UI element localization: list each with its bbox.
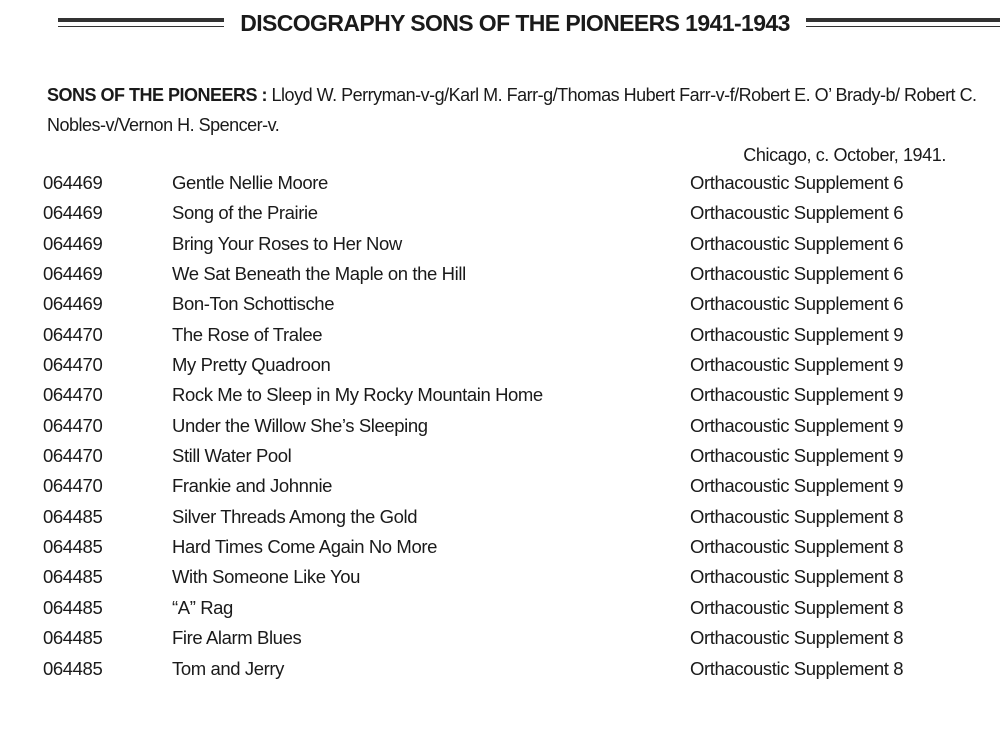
issue-label: Orthacoustic Supplement 6 <box>690 172 904 193</box>
song-title: Tom and Jerry <box>172 657 285 679</box>
personnel-members: Lloyd W. Perryman-v-g/Karl M. Farr-g/Thomas Hubert Farr-v-f/Robert E. O’ Brady-b/ Robert C. Nobles-v/Vernon H. Spencer-v. <box>47 85 977 135</box>
matrix-number: 064470 <box>43 445 103 467</box>
song-title: Frankie and Johnnie <box>172 475 333 497</box>
matrix-number: 064469 <box>43 202 103 224</box>
matrix-number: 064469 <box>43 172 103 193</box>
personnel-paragraph <box>47 80 977 140</box>
song-title: My Pretty Quadroon <box>172 354 331 376</box>
track-row <box>0 502 1000 532</box>
track-row <box>0 320 1000 350</box>
matrix-number: 064469 <box>43 232 103 254</box>
song-title: Under the Willow She’s Sleeping <box>172 414 428 436</box>
issue-label: Orthacoustic Supplement 6 <box>690 202 904 224</box>
track-row <box>0 623 1000 653</box>
group-separator: : <box>257 85 272 105</box>
song-title: Rock Me to Sleep in My Rocky Mountain Home <box>172 384 543 406</box>
matrix-number: 064485 <box>43 505 103 527</box>
issue-label: Orthacoustic Supplement 8 <box>690 627 904 649</box>
issue-label: Orthacoustic Supplement 9 <box>690 414 904 436</box>
matrix-number: 064485 <box>43 657 103 679</box>
track-row <box>0 380 1000 410</box>
header-rule-left <box>58 18 224 22</box>
track-row <box>0 441 1000 471</box>
song-title: Still Water Pool <box>172 445 292 467</box>
issue-label: Orthacoustic Supplement 9 <box>690 445 904 467</box>
matrix-number: 064470 <box>43 384 103 406</box>
track-row <box>0 198 1000 228</box>
matrix-number: 064470 <box>43 323 103 345</box>
track-row <box>0 593 1000 623</box>
issue-label: Orthacoustic Supplement 9 <box>690 354 904 376</box>
song-title: Bring Your Roses to Her Now <box>172 232 402 254</box>
song-title: Silver Threads Among the Gold <box>172 505 418 527</box>
matrix-number: 064485 <box>43 627 103 649</box>
issue-label: Orthacoustic Supplement 6 <box>690 293 904 315</box>
matrix-number: 064485 <box>43 536 103 558</box>
track-row <box>0 532 1000 562</box>
issue-label: Orthacoustic Supplement 8 <box>690 657 904 679</box>
issue-label: Orthacoustic Supplement 8 <box>690 566 904 588</box>
issue-label: Orthacoustic Supplement 8 <box>690 596 904 618</box>
issue-label: Orthacoustic Supplement 6 <box>690 263 904 285</box>
track-list <box>0 168 1000 684</box>
track-row <box>0 229 1000 259</box>
issue-label: Orthacoustic Supplement 9 <box>690 384 904 406</box>
matrix-number: 064469 <box>43 293 103 315</box>
matrix-number: 064470 <box>43 475 103 497</box>
page-title: DISCOGRAPHY SONS OF THE PIONEERS 1941-1943 <box>240 10 790 36</box>
track-row <box>0 350 1000 380</box>
song-title: Bon-Ton Schottische <box>172 293 335 315</box>
track-row <box>0 411 1000 441</box>
song-title: Fire Alarm Blues <box>172 627 302 649</box>
page-header <box>0 0 1000 50</box>
group-name: SONS OF THE PIONEERS <box>47 85 258 105</box>
issue-label: Orthacoustic Supplement 6 <box>690 232 904 254</box>
song-title: Gentle Nellie Moore <box>172 172 328 193</box>
matrix-number: 064470 <box>43 414 103 436</box>
song-title: Hard Times Come Again No More <box>172 536 437 558</box>
issue-label: Orthacoustic Supplement 9 <box>690 475 904 497</box>
song-title: “A” Rag <box>172 596 233 618</box>
matrix-number: 064485 <box>43 596 103 618</box>
matrix-number: 064485 <box>43 566 103 588</box>
track-row <box>0 654 1000 684</box>
header-rule-right <box>806 18 1000 22</box>
issue-label: Orthacoustic Supplement 8 <box>690 505 904 527</box>
song-title: We Sat Beneath the Maple on the Hill <box>172 263 466 285</box>
issue-label: Orthacoustic Supplement 8 <box>690 536 904 558</box>
track-row <box>0 168 1000 198</box>
song-title: Song of the Prairie <box>172 202 318 224</box>
matrix-number: 064469 <box>43 263 103 285</box>
session-location: Chicago, c. October, 1941. <box>743 145 946 165</box>
track-row <box>0 562 1000 592</box>
track-row <box>0 289 1000 319</box>
track-row <box>0 259 1000 289</box>
issue-label: Orthacoustic Supplement 9 <box>690 323 904 345</box>
matrix-number: 064470 <box>43 354 103 376</box>
track-row <box>0 471 1000 501</box>
song-title: The Rose of Tralee <box>172 323 323 345</box>
song-title: With Someone Like You <box>172 566 361 588</box>
